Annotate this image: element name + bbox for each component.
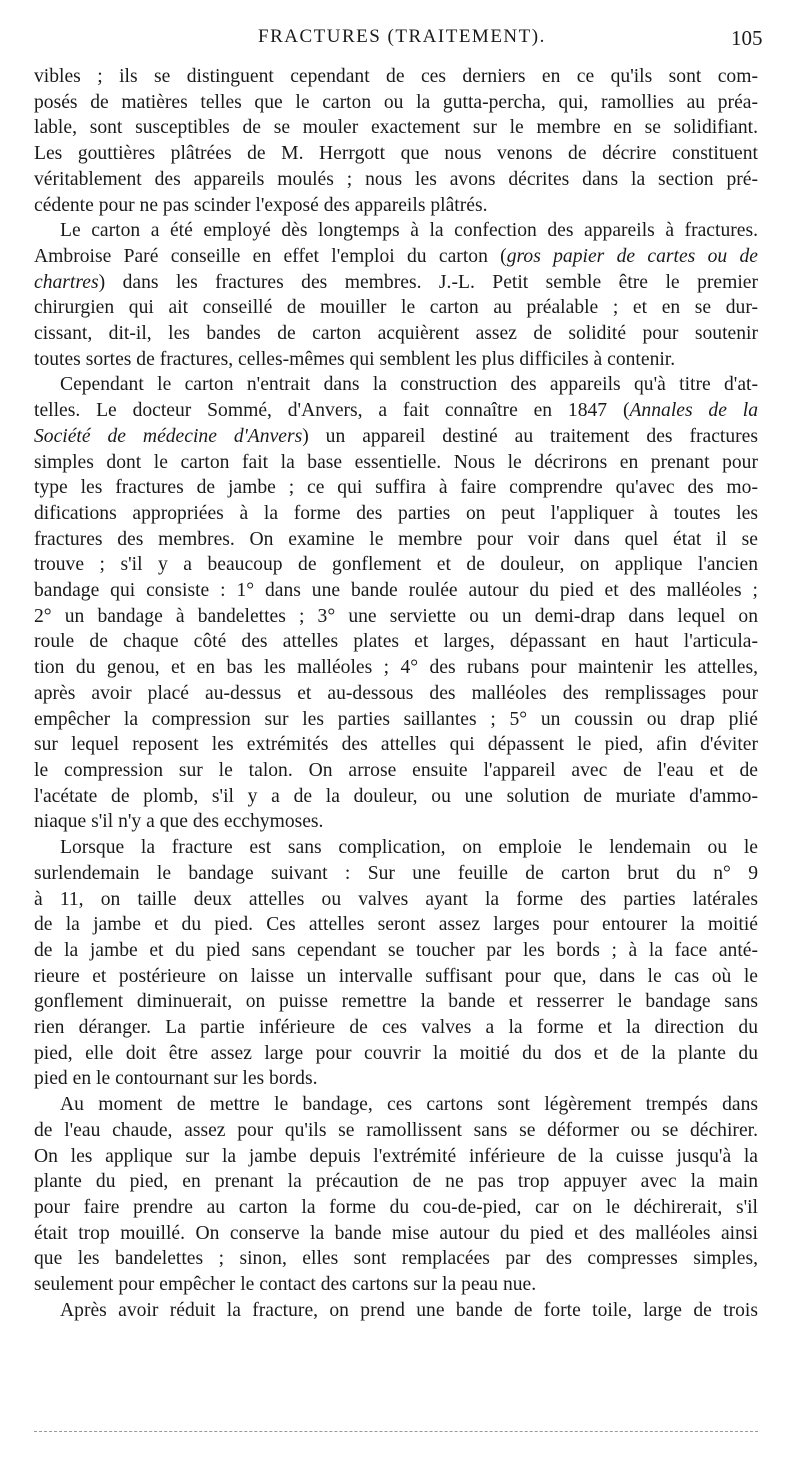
text-line: chirurgien qui ait conseillé de mouiller le carton au préalable ; et en se dur- <box>34 297 758 319</box>
text-line: cédente pour ne pas scinder l'exposé des appareils plâtrés. <box>34 194 488 216</box>
text-line: vibles ; ils se distinguent cependant de ces derniers en ce qu'ils sont com- <box>34 66 758 87</box>
text-line: tion du genou, et en bas les malléoles ; 4° des rubans pour maintenir les attelles, <box>34 657 758 679</box>
italic-phrase: Annales de la <box>629 400 758 422</box>
text-line: type les fractures de jambe ; ce qui suffira à faire comprendre qu'avec des mo- <box>34 477 758 499</box>
text-line: difications appropriées à la forme des parties on peut l'appliquer à toutes les <box>34 502 758 524</box>
text-line: niaque s'il n'y a que des ecchymoses. <box>34 811 324 833</box>
text-line: Au moment de mettre le bandage, ces cartons sont légèrement trempés dans <box>60 1094 758 1116</box>
page-bottom-rule <box>34 1431 758 1432</box>
text-line: chartres) dans les fractures des membres. J.-L. Petit semble être le premier <box>34 271 758 293</box>
text-line: Cependant le carton n'entrait dans la construction des appareils qu'à titre d'at- <box>60 374 758 396</box>
text-line: Lorsque la fracture est sans complication, on emploie le lendemain ou le <box>60 837 758 859</box>
paragraph <box>34 218 758 372</box>
paragraph <box>34 1092 758 1298</box>
text-line: de la jambe et du pied sans cependant se toucher par les bords ; à la face anté- <box>34 939 758 961</box>
text-line: rien déranger. La partie inférieure de ces valves a la forme et la direction du <box>34 1017 758 1039</box>
text-line: On les applique sur la jambe depuis l'extrémité inférieure de la cuisse jusqu'à la <box>34 1145 758 1167</box>
text-line: pied, elle doit être assez large pour couvrir la moitié du dos et de la plante du <box>34 1042 758 1064</box>
text-line: Après avoir réduit la fracture, on prend une bande de forte toile, large de trois <box>60 1299 758 1321</box>
page-header <box>0 26 800 56</box>
body-text <box>34 64 758 1323</box>
text-line: le compression sur le talon. On arrose ensuite l'appareil avec de l'eau et de <box>34 759 758 781</box>
text-line: roule de chaque côté des attelles plates et larges, dépassant en haut l'articula- <box>34 631 758 653</box>
italic-phrase: chartres <box>34 271 99 293</box>
text-line: Les gouttières plâtrées de M. Herrgott que nous venons de décrire constituent <box>34 143 758 165</box>
text-line: l'acétate de plomb, s'il y a de la douleur, ou une solution de muriate d'ammo- <box>34 785 758 807</box>
text-line: rieure et postérieure on laisse un intervalle suffisant pour que, dans le cas où le <box>34 965 758 987</box>
text-line: pied en le contournant sur les bords. <box>34 1068 318 1090</box>
text-line: cissant, dit-il, les bandes de carton acquièrent assez de solidité pour soutenir <box>34 323 758 345</box>
text-line: surlendemain le bandage suivant : Sur une feuille de carton brut du n° 9 <box>34 862 758 884</box>
text-line: fractures des membres. On examine le membre pour voir dans quel état il se <box>34 528 758 550</box>
text-line: bandage qui consiste : 1° dans une bande roulée autour du pied et des malléoles ; <box>34 580 758 602</box>
text-line: Ambroise Paré conseille en effet l'emploi du carton (gros papier de cartes ou de <box>34 245 758 267</box>
running-title: FRACTURES (TRAITEMENT). <box>258 26 546 47</box>
text-line: était trop mouillé. On conserve la bande mise autour du pied et des malléoles ainsi <box>34 1222 758 1244</box>
text-line: trouve ; s'il y a beaucoup de gonflement et de douleur, on applique l'ancien <box>34 554 758 576</box>
text-line: lable, sont susceptibles de se mouler exactement sur le membre en se solidifiant. <box>34 117 758 139</box>
text-line: que les bandelettes ; sinon, elles sont remplacées par des compresses simples, <box>34 1248 758 1270</box>
text-line: toutes sortes de fractures, celles-mêmes qui semblent les plus difficiles à contenir. <box>34 348 676 370</box>
text-line: de l'eau chaude, assez pour qu'ils se ramollissent sans se déformer ou se déchirer. <box>34 1119 758 1141</box>
paragraph <box>34 835 758 1092</box>
page-number: 105 <box>731 26 763 50</box>
paragraph <box>34 1298 758 1324</box>
paragraph <box>34 372 758 835</box>
paragraph <box>34 64 758 218</box>
text-line: Le carton a été employé dès longtemps à la confection des appareils à fractures. <box>60 220 758 242</box>
text-line: véritablement des appareils moulés ; nous les avons décrites dans la section pré- <box>34 168 758 190</box>
text-line: 2° un bandage à bandelettes ; 3° une serviette ou un demi-drap dans lequel on <box>34 605 758 627</box>
text-line: posés de matières telles que le carton ou la gutta-percha, qui, ramollies au préa- <box>34 91 758 113</box>
text-line: pour faire prendre au carton la forme du cou-de-pied, car on le déchirerait, s'il <box>34 1196 758 1218</box>
text-line: plante du pied, en prenant la précaution de ne pas trop appuyer avec la main <box>34 1171 758 1193</box>
text-line: gonflement diminuerait, on puisse remettre la bande et resserrer le bandage sans <box>34 991 758 1013</box>
text-line: simples dont le carton fait la base essentielle. Nous le décrirons en prenant pour <box>34 451 758 473</box>
text-line: de la jambe et du pied. Ces attelles seront assez larges pour entourer la moitié <box>34 914 758 936</box>
italic-phrase: gros papier de cartes ou de <box>506 245 758 267</box>
text-line: à 11, on taille deux attelles ou valves ayant la forme des parties latérales <box>34 888 758 910</box>
text-line: Société de médecine d'Anvers) un appareil destiné au traitement des fractures <box>34 425 758 447</box>
text-line: empêcher la compression sur les parties saillantes ; 5° un coussin ou drap plié <box>34 708 758 730</box>
text-line: après avoir placé au-dessus et au-dessous des malléoles des remplissages pour <box>34 682 758 704</box>
text-line: telles. Le docteur Sommé, d'Anvers, a fait connaître en 1847 (Annales de la <box>34 400 758 422</box>
text-line: sur lequel reposent les extrémités des attelles qui dépassent le pied, afin d'éviter <box>34 734 758 756</box>
italic-phrase: Société de médecine d'Anvers <box>34 425 303 447</box>
text-line: seulement pour empêcher le contact des cartons sur la peau nue. <box>34 1274 537 1296</box>
